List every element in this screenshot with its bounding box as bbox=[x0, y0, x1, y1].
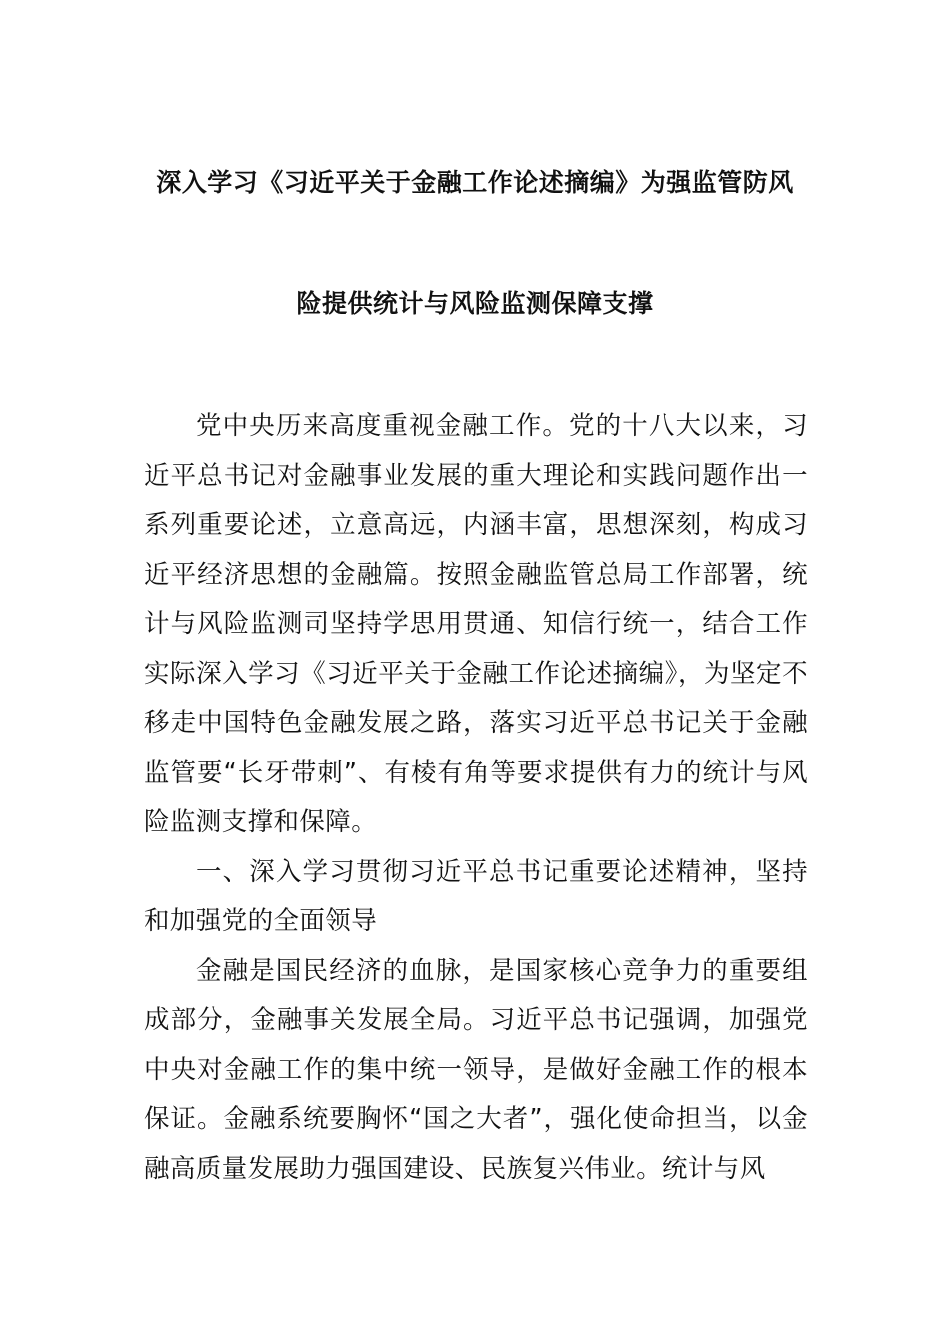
paragraph-section-1: 金融是国民经济的血脉，是国家核心竞争力的重要组成部分，金融事关发展全局。习近平总书记强调，加强党中央对金融工作的集中统一领导，是做好金融工作的根本保证。金融系统要胸怀“国之大者”，强化使命担当，以金融高质量发展助力强国建设、民族复兴伟业。统计与风 bbox=[144, 955, 808, 1184]
section-heading-1: 一、深入学习贯彻习近平总书记重要论述精神，坚持和加强党的全面领导 bbox=[144, 856, 808, 936]
document-title-line-1: 深入学习《习近平关于金融工作论述摘编》为强监管防风 bbox=[156, 168, 794, 197]
paragraph-intro: 党中央历来高度重视金融工作。党的十八大以来，习近平总书记对金融事业发展的重大理论和实践问题作出一系列重要论述，立意高远，内涵丰富，思想深刻，构成习近平经济思想的金融篇。按照金融监管总局工作部署，统计与风险监测司坚持学思用贯通、知信行统一，结合工作实际深入学习《习近平关于金融工作论述摘编》，为坚定不移走中国特色金融发展之路，落实习近平总书记关于金融监管要“长牙带刺”、有棱有角等要求提供有力的统计与风险监测支撑和保障。 bbox=[144, 411, 808, 837]
document-body bbox=[144, 402, 808, 1194]
document-title-line-2: 险提供统计与风险监测保障支撑 bbox=[296, 289, 654, 318]
